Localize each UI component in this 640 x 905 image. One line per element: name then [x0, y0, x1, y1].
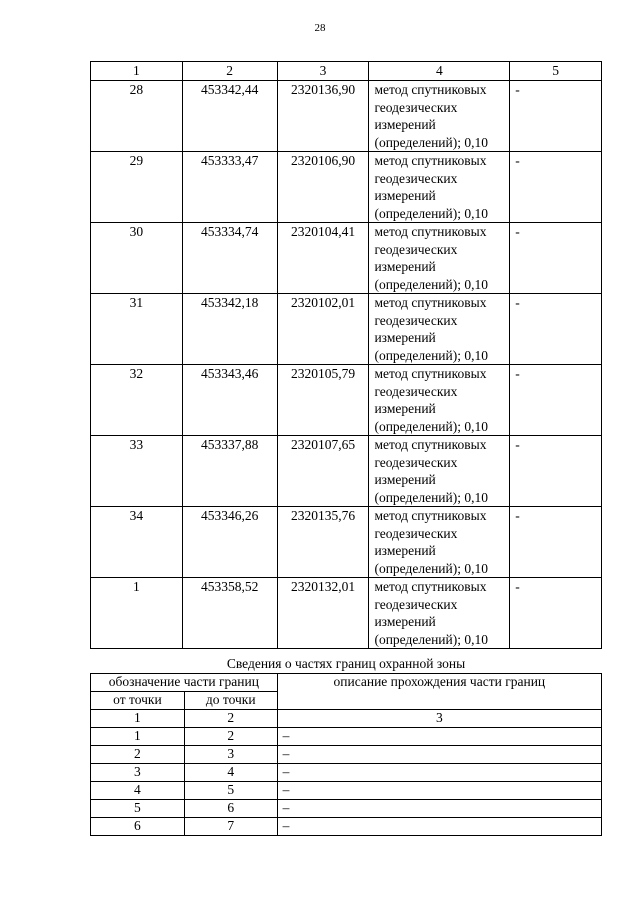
- coordinate-x: 453333,47: [182, 152, 277, 223]
- coordinate-y: 2320136,90: [277, 81, 369, 152]
- part-description: –: [277, 764, 601, 782]
- measurement-method-line: метод спутниковых: [374, 437, 487, 452]
- coordinates-header-row: [91, 62, 602, 81]
- measurement-method-line: метод спутниковых: [374, 153, 487, 168]
- note-cell: -: [510, 507, 602, 578]
- measurement-method-line: геодезических: [374, 241, 458, 257]
- to-point: 4: [184, 764, 277, 782]
- coordinate-x: 453358,52: [182, 578, 277, 649]
- column-number-5: 5: [510, 62, 602, 81]
- point-number: 32: [91, 365, 183, 436]
- measurement-method-line: геодезических: [374, 99, 458, 115]
- part-description: –: [277, 728, 601, 746]
- part-description: –: [277, 782, 601, 800]
- measurement-method-line: (определений); 0,10: [374, 276, 488, 292]
- measurement-method: [369, 81, 510, 152]
- coordinate-row: [91, 152, 602, 223]
- measurement-method-line: геодезических: [374, 525, 458, 541]
- point-number: 31: [91, 294, 183, 365]
- coordinate-row: [91, 294, 602, 365]
- measurement-method-line: геодезических: [374, 383, 458, 399]
- to-point: 7: [184, 818, 277, 836]
- note-cell: -: [510, 365, 602, 436]
- parts-column-number-2: 2: [184, 710, 277, 728]
- measurement-method: [369, 223, 510, 294]
- coordinate-x: 453342,44: [182, 81, 277, 152]
- to-point-header: до точки: [184, 692, 277, 710]
- part-description: –: [277, 818, 601, 836]
- measurement-method-line: измерений: [374, 543, 436, 558]
- coordinate-y: 2320102,01: [277, 294, 369, 365]
- measurement-method-line: геодезических: [374, 170, 458, 186]
- column-number-3: 3: [277, 62, 369, 81]
- parts-column-number-3: 3: [277, 710, 601, 728]
- parts-section-title: Сведения о частях границ охранной зоны: [226, 656, 466, 671]
- coordinate-row: [91, 223, 602, 294]
- measurement-method-line: метод спутниковых: [374, 366, 487, 381]
- note-cell: -: [510, 223, 602, 294]
- point-number: 30: [91, 223, 183, 294]
- boundary-part-row: [91, 728, 602, 746]
- parts-header-row-1: [91, 674, 602, 692]
- from-point: 4: [91, 782, 185, 800]
- coordinate-row: [91, 507, 602, 578]
- measurement-method: [369, 294, 510, 365]
- note-cell: -: [510, 578, 602, 649]
- part-description: –: [277, 800, 601, 818]
- point-number: 29: [91, 152, 183, 223]
- measurement-method-line: метод спутниковых: [374, 224, 487, 239]
- coordinate-x: 453337,88: [182, 436, 277, 507]
- measurement-method-line: измерений: [374, 117, 436, 132]
- column-number-2: 2: [182, 62, 277, 81]
- coordinate-y: 2320104,41: [277, 223, 369, 294]
- coordinate-row: [91, 578, 602, 649]
- designation-header: обозначение части границ: [91, 674, 278, 692]
- measurement-method-line: измерений: [374, 472, 436, 487]
- boundary-part-row: [91, 800, 602, 818]
- measurement-method-line: (определений); 0,10: [374, 418, 488, 434]
- measurement-method-line: (определений); 0,10: [374, 347, 488, 363]
- from-point-header: от точки: [91, 692, 185, 710]
- measurement-method-line: метод спутниковых: [374, 508, 487, 523]
- coordinates-table: [90, 61, 602, 649]
- measurement-method-line: (определений); 0,10: [374, 205, 488, 221]
- note-cell: -: [510, 294, 602, 365]
- measurement-method-line: измерений: [374, 614, 436, 629]
- coordinate-x: 453343,46: [182, 365, 277, 436]
- from-point: 3: [91, 764, 185, 782]
- to-point: 5: [184, 782, 277, 800]
- boundary-part-row: [91, 782, 602, 800]
- coordinate-row: [91, 436, 602, 507]
- point-number: 34: [91, 507, 183, 578]
- measurement-method: [369, 578, 510, 649]
- measurement-method: [369, 152, 510, 223]
- measurement-method-line: измерений: [374, 401, 436, 416]
- page-number: 28: [314, 22, 326, 34]
- measurement-method-line: геодезических: [374, 312, 458, 328]
- column-number-1: 1: [91, 62, 183, 81]
- boundary-parts-table: [90, 673, 602, 836]
- measurement-method-line: геодезических: [374, 454, 458, 470]
- note-cell: -: [510, 436, 602, 507]
- point-number: 28: [91, 81, 183, 152]
- coordinate-y: 2320107,65: [277, 436, 369, 507]
- coordinate-x: 453342,18: [182, 294, 277, 365]
- note-cell: -: [510, 152, 602, 223]
- boundary-part-row: [91, 746, 602, 764]
- to-point: 2: [184, 728, 277, 746]
- measurement-method-line: (определений); 0,10: [374, 560, 488, 576]
- coordinate-y: 2320132,01: [277, 578, 369, 649]
- from-point: 6: [91, 818, 185, 836]
- to-point: 3: [184, 746, 277, 764]
- point-number: 33: [91, 436, 183, 507]
- measurement-method-line: метод спутниковых: [374, 579, 487, 594]
- coordinate-y: 2320106,90: [277, 152, 369, 223]
- measurement-method-line: измерений: [374, 188, 436, 203]
- from-point: 5: [91, 800, 185, 818]
- from-point: 1: [91, 728, 185, 746]
- point-number: 1: [91, 578, 183, 649]
- part-description: –: [277, 746, 601, 764]
- coordinate-x: 453334,74: [182, 223, 277, 294]
- parts-column-number-1: 1: [91, 710, 185, 728]
- coordinate-y: 2320105,79: [277, 365, 369, 436]
- measurement-method-line: измерений: [374, 259, 436, 274]
- measurement-method-line: (определений); 0,10: [374, 489, 488, 505]
- boundary-part-row: [91, 764, 602, 782]
- measurement-method-line: (определений); 0,10: [374, 134, 488, 150]
- from-point: 2: [91, 746, 185, 764]
- coordinate-row: [91, 365, 602, 436]
- note-cell: -: [510, 81, 602, 152]
- measurement-method-line: измерений: [374, 330, 436, 345]
- to-point: 6: [184, 800, 277, 818]
- coordinate-y: 2320135,76: [277, 507, 369, 578]
- coordinate-row: [91, 81, 602, 152]
- measurement-method: [369, 507, 510, 578]
- description-header: описание прохождения части границ: [277, 674, 601, 710]
- measurement-method: [369, 436, 510, 507]
- coordinate-x: 453346,26: [182, 507, 277, 578]
- boundary-part-row: [91, 818, 602, 836]
- column-number-4: 4: [369, 62, 510, 81]
- measurement-method-line: (определений); 0,10: [374, 631, 488, 647]
- parts-column-numbers-row: [91, 710, 602, 728]
- measurement-method-line: метод спутниковых: [374, 82, 487, 97]
- measurement-method-line: метод спутниковых: [374, 295, 487, 310]
- measurement-method-line: геодезических: [374, 596, 458, 612]
- measurement-method: [369, 365, 510, 436]
